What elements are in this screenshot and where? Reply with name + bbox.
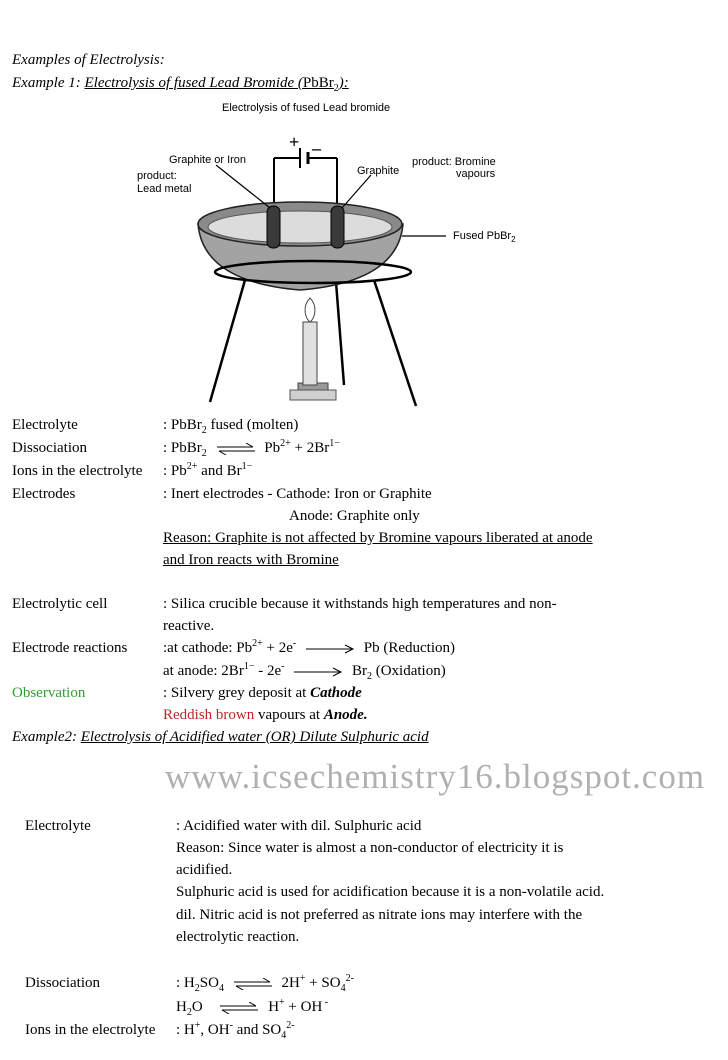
ex1-dissociation-label: Dissociation [12, 440, 87, 456]
blog-watermark: www.icsechemistry16.blogspot.com [165, 757, 706, 796]
ex1-cathode-reaction: :at cathode: $Pb^{2+} + 2e^-$ Pb (Reduction) [163, 638, 456, 656]
diagram-caption: Electrolysis of fused Lead bromide [222, 102, 391, 114]
right-electrode-label: Graphite [357, 165, 400, 177]
equilibrium-arrow-icon [232, 978, 274, 990]
equilibrium-arrow-icon [215, 443, 257, 455]
section-title: Examples of Electrolysis: [12, 52, 165, 68]
ex1-electrodes-label: Electrodes [12, 486, 76, 502]
ex1-anode-reaction: at anode: $2Br^{1-} - 2e^-$ $Br_2$ (Oxidation) [163, 661, 446, 682]
ex2-electrolyte-line4: Sulphuric acid is used for acidification because it is a non-volatile acid. [176, 884, 605, 900]
ex2-dissociation-label: Dissociation [25, 975, 100, 991]
ex2-electrolyte-line3: acidified. [176, 862, 233, 878]
ex1-reason-line2: and Iron reacts with Bromine [163, 552, 339, 568]
ex2-electrolyte-line2: Reason: Since water is almost a non-conductor of electricity it is [176, 840, 564, 856]
ex2-dissociation-equation-2: $H_2O$ H+ + OH - [176, 997, 329, 1018]
ex1-observation-line2: Reddish brown vapours at Anode. [163, 707, 368, 723]
left-product-value: Lead metal [137, 183, 192, 195]
reaction-arrow-icon [292, 667, 344, 677]
right-product-label: product: Bromine [412, 156, 496, 168]
ex1-cell-label: Electrolytic cell [12, 596, 108, 612]
ex1-reactions-label: Electrode reactions [12, 640, 128, 656]
ex1-cell-line1: : Silica crucible because it withstands high temperatures and non- [163, 596, 557, 612]
ex1-electrodes-line2: Anode: Graphite only [289, 508, 420, 524]
ex1-reason-line1: Reason: Graphite is not affected by Bromine vapours liberated at anode [163, 530, 593, 546]
example2-heading: Example2: Electrolysis of Acidified water (OR) Dilute Sulphuric acid [12, 729, 429, 745]
equilibrium-arrow-icon [218, 1002, 260, 1014]
reaction-arrow-icon [304, 644, 356, 654]
left-electrode-label: Graphite or Iron [169, 154, 247, 166]
ex1-dissociation-equation: : PbBr$_2$ $Pb^{2+} + 2Br^{1-}$ [163, 438, 340, 459]
ex1-electrolyte-label: Electrolyte [12, 417, 78, 433]
ex2-ions-value: : H+, OH- and $SO_4^{2-}$ [176, 1020, 295, 1041]
ex2-electrolyte-line1: : Acidified water with dil. Sulphuric acid [176, 818, 422, 834]
right-product-value: vapours [456, 168, 496, 180]
negative-terminal: – [312, 138, 321, 158]
ex1-electrolyte-value: : PbBr$_2$ fused (molten) [163, 417, 299, 436]
ex1-ions-label: Ions in the electrolyte [12, 463, 143, 479]
ex2-electrolyte-line5: dil. Nitric acid is not preferred as nitrate ions may interfere with the [176, 907, 583, 923]
fused-label: Fused PbBr$_2$ [453, 230, 516, 245]
ex2-electrolyte-label: Electrolyte [25, 818, 91, 834]
example1-heading: Example 1: Electrolysis of fused Lead Bromide (PbBr$_2$): [12, 75, 349, 94]
left-product-label: product: [137, 170, 177, 182]
ex2-ions-label: Ions in the electrolyte [25, 1022, 156, 1038]
positive-terminal: + [289, 132, 300, 152]
ex2-electrolyte-line6: electrolytic reaction. [176, 929, 300, 945]
ex1-observation-label: Observation [12, 685, 86, 701]
ex1-cell-line2: reactive. [163, 618, 215, 634]
ex1-ions-value: : $Pb^{2+}$ and $Br^{1-}$ [163, 461, 253, 479]
ex1-observation-line1: : Silvery grey deposit at Cathode [163, 685, 362, 701]
ex1-electrodes-line1: : Inert electrodes - Cathode: Iron or Graphite [163, 486, 432, 502]
ex2-dissociation-equation-1: : $H_2SO_4$ $2H^+ + SO_4^{2-}$ [176, 973, 354, 994]
electrolysis-apparatus-diagram [0, 0, 728, 420]
